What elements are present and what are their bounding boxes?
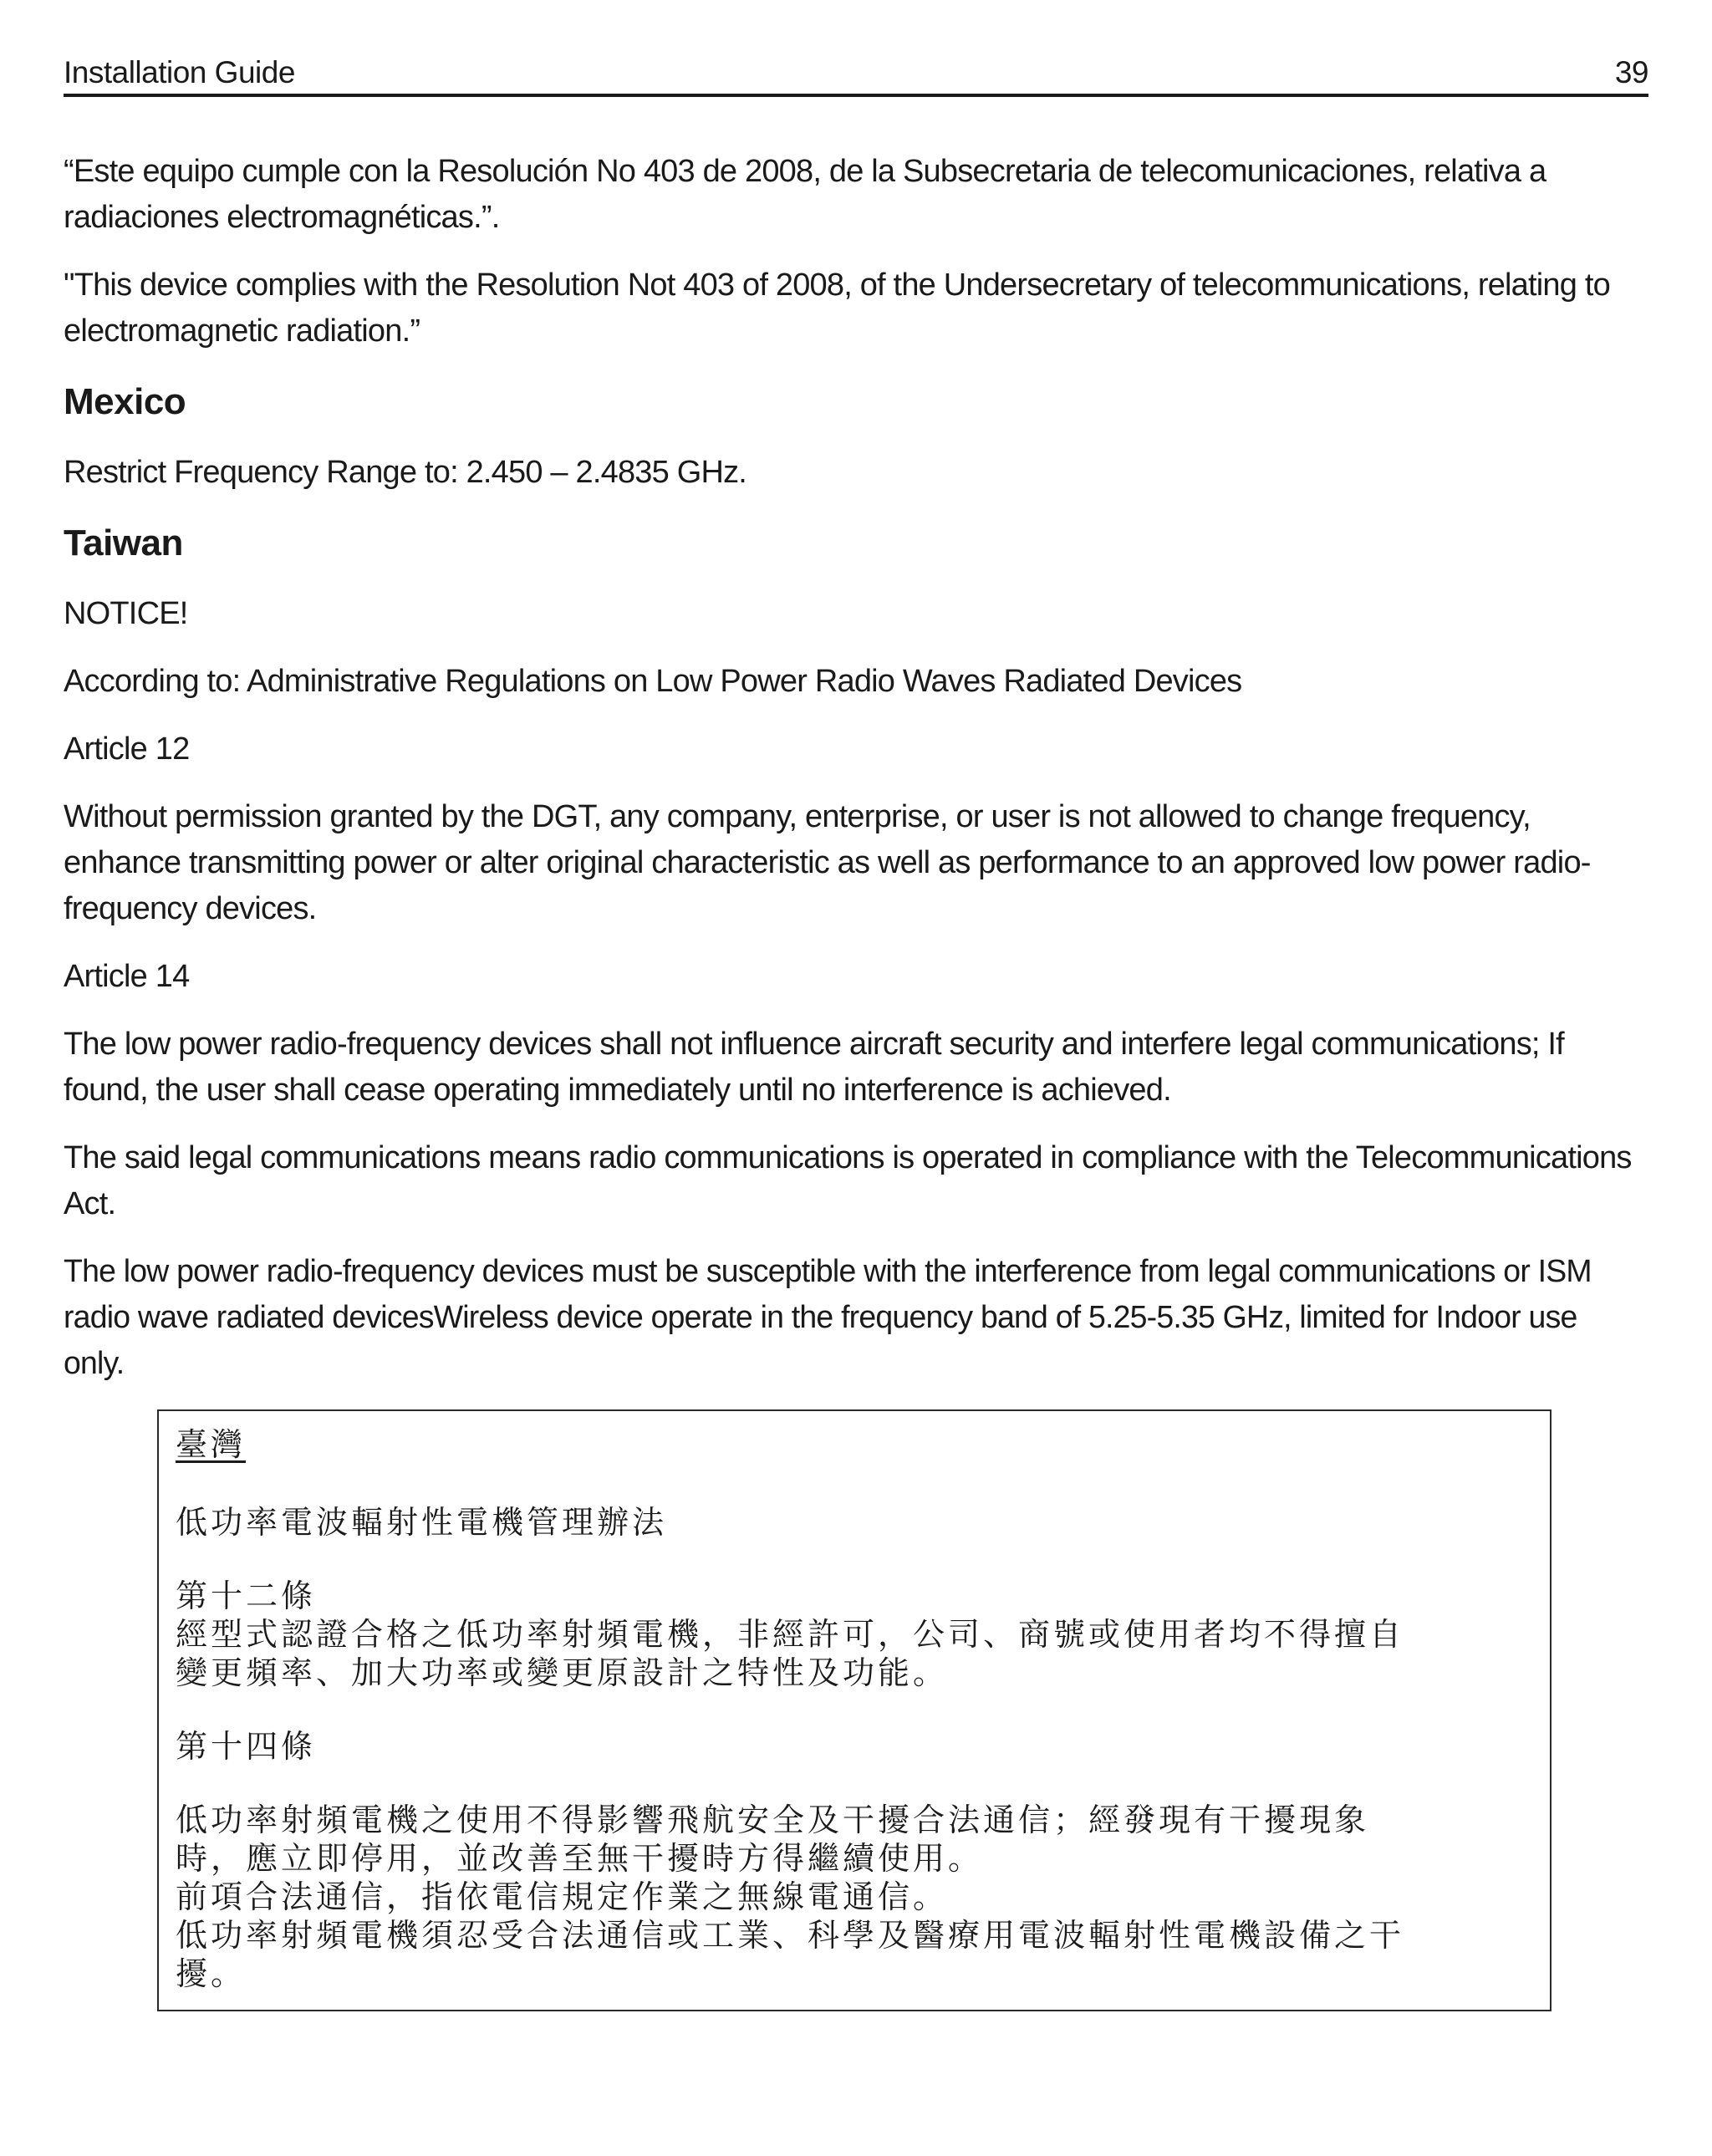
spacer: [176, 1766, 1533, 1801]
document-page: [64, 50, 1648, 1409]
spacer: [176, 1692, 1533, 1727]
page-content: [64, 149, 1648, 1387]
mexico-heading: Mexico: [64, 381, 186, 422]
chinese-article-14-line-5: 擾。: [176, 1955, 247, 1992]
spanish-resolution-paragraph: “Este equipo cumple con la Resolución No 403 de 2008, de la Subsecretaria de telecomunicaciones, relativa a radiaciones electromagnéticas.”.: [64, 154, 1546, 235]
notice-text: NOTICE!: [64, 596, 188, 631]
legal-communications-text: The said legal communications means radio communications is operated in compliance with the Telecommunications Act.: [64, 1140, 1632, 1221]
article-12-title: Article 12: [64, 731, 190, 767]
mexico-frequency-text: Restrict Frequency Range to: 2.450 – 2.4835 GHz.: [64, 455, 747, 490]
susceptible-text: The low power radio-frequency devices must be susceptible with the interference from legal communications or ISM radio wave radiated devicesWireless device operate in the frequency band of 5.25-5.35 GHz, limited for Indoor use only.: [64, 1254, 1592, 1381]
chinese-article-14-line-4: 低功率射頻電機須忍受合法通信或工業、科學及醫療用電波輻射性電機設備之干: [176, 1917, 1405, 1954]
article-14-text: The low power radio-frequency devices shall not influence aircraft security and interfere legal communications; If found, the user shall cease operating immediately until no interference is achieved.: [64, 1027, 1564, 1108]
chinese-article-12-line-1: 經型式認證合格之低功率射頻電機，非經許可，公司、商號或使用者均不得擅自: [176, 1616, 1405, 1653]
according-text: According to: Administrative Regulations on Low Power Radio Waves Radiated Devices: [64, 664, 1242, 699]
chinese-article-12-line-2: 變更頻率、加大功率或變更原設計之特性及功能。: [176, 1654, 949, 1691]
taiwan-heading: Taiwan: [64, 522, 183, 563]
english-resolution-paragraph: "This device complies with the Resolution Not 403 of 2008, of the Undersecretary of telecommunications, relating to electromagnetic radiation.”: [64, 268, 1610, 349]
chinese-regulation-name: 低功率電波輻射性電機管理辦法: [176, 1504, 668, 1541]
spacer: [176, 1542, 1533, 1577]
chinese-article-14-line-3: 前項合法通信，指依電信規定作業之無線電通信。: [176, 1878, 949, 1915]
chinese-article-14-title: 第十四條: [176, 1728, 317, 1765]
chinese-article-14-line-2: 時，應立即停用，並改善至無干擾時方得繼續使用。: [176, 1840, 984, 1877]
chinese-article-14-line-1: 低功率射頻電機之使用不得影響飛航安全及干擾合法通信；經發現有干擾現象: [176, 1802, 1370, 1838]
page-number: 39: [1614, 55, 1648, 89]
chinese-regulation-box: [157, 1409, 1552, 2011]
header-title: Installation Guide: [64, 55, 295, 89]
article-14-title: Article 14: [64, 959, 190, 994]
page-header: [64, 50, 1648, 97]
article-12-text: Without permission granted by the DGT, any company, enterprise, or user is not allowed to change frequency, enhance transmitting power or alter original characteristic as well as performance to an approved low power radio-frequency devices.: [64, 799, 1591, 926]
chinese-article-12-title: 第十二條: [176, 1577, 317, 1614]
chinese-box-title: 臺灣: [176, 1426, 247, 1463]
